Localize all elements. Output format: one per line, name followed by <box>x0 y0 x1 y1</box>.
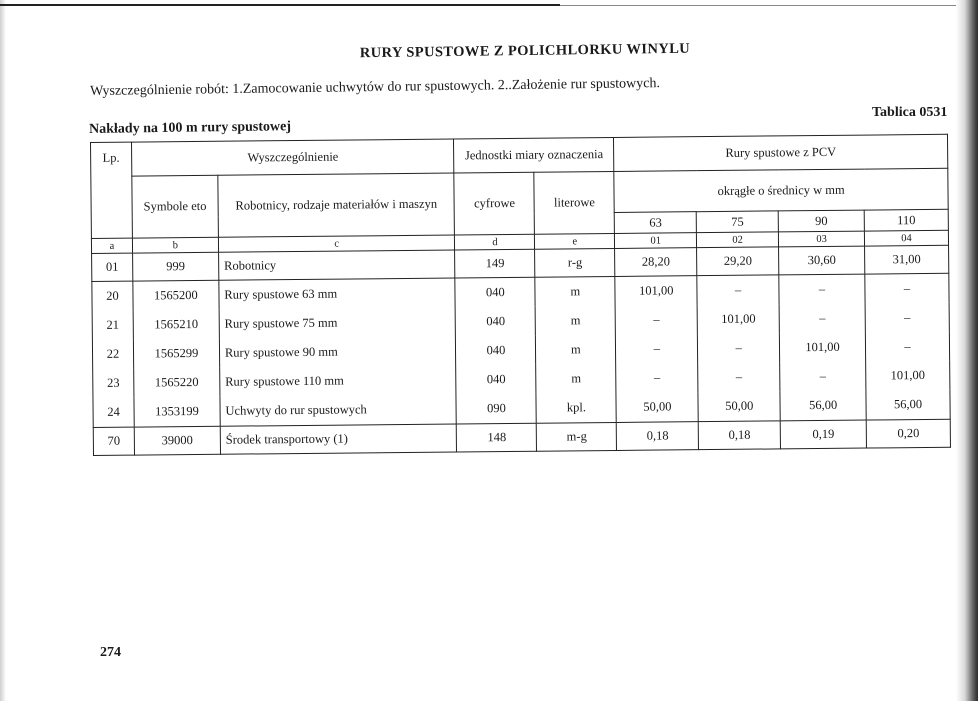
cell-v63: 50,00 <box>616 392 698 422</box>
cell-v90: – <box>779 274 865 304</box>
cell-cyfrowe: 040 <box>456 307 536 337</box>
cell-symbol: 1565220 <box>134 368 220 398</box>
cell-v63: – <box>616 363 698 393</box>
cell-literowe: m-g <box>537 422 617 451</box>
page-title: RURY SPUSTOWE Z POLICHLORKU WINYLU <box>359 40 691 62</box>
norms-table <box>90 134 951 456</box>
header-cyfrowe: cyfrowe <box>454 172 535 235</box>
header-wyszczegolnienie: Wyszczególnienie <box>131 139 454 176</box>
page-left-edge <box>0 0 6 701</box>
cell-v90: 56,00 <box>780 391 866 421</box>
header-robotnicy-rodzaje: Robotnicy, rodzaje materiałów i maszyn <box>218 173 455 237</box>
cell-cyfrowe: 090 <box>456 394 536 424</box>
col-letter: 04 <box>864 230 948 246</box>
table-subtitle: Nakłady na 100 m rury spustowej <box>89 119 292 137</box>
cell-v75: 29,20 <box>697 247 779 276</box>
cell-lp: 21 <box>92 311 133 340</box>
header-d63: 63 <box>615 212 697 234</box>
cell-v110: 0,20 <box>866 419 950 448</box>
page-binding-shadow <box>956 0 978 701</box>
cell-v90: – <box>779 304 865 334</box>
cell-v90: 101,00 <box>780 333 866 363</box>
cell-literowe: r-g <box>535 248 615 277</box>
cell-v63: – <box>615 305 697 335</box>
cell-name: Rury spustowe 75 mm <box>219 307 456 338</box>
cell-literowe: kpl. <box>536 393 616 423</box>
cell-name: Uchwyty do rur spustowych <box>220 394 457 426</box>
cell-lp: 01 <box>92 253 133 281</box>
header-literowe: literowe <box>534 171 615 234</box>
cell-symbol: 1565299 <box>133 339 219 369</box>
cell-lp: 70 <box>93 427 134 455</box>
cell-name: Środek transportowy (1) <box>220 424 457 454</box>
cell-name: Rury spustowe 90 mm <box>219 336 456 367</box>
cell-v90: 0,19 <box>780 420 866 449</box>
cell-cyfrowe: 040 <box>455 277 535 307</box>
cell-symbol: 999 <box>133 252 219 281</box>
cell-v63: 0,18 <box>617 422 699 451</box>
cell-literowe: m <box>535 276 615 306</box>
header-okragle: okrągłe o średnicy w mm <box>614 168 948 212</box>
col-letter: 03 <box>779 231 865 247</box>
cell-v75: 0,18 <box>698 421 780 450</box>
cell-v75: 50,00 <box>698 391 780 421</box>
cell-cyfrowe: 040 <box>456 336 536 366</box>
works-description: Wyszczególnienie robót: 1.Zamocowanie uchwytów do rur spustowych. 2..Założenie rur spustowych. <box>90 76 661 99</box>
table-number: Tablica 0531 <box>872 105 948 120</box>
cell-v110: 56,00 <box>866 390 950 420</box>
col-letter: b <box>132 237 218 253</box>
header-d90: 90 <box>778 210 864 232</box>
cell-v63: – <box>616 334 698 364</box>
cell-name: Robotnicy <box>218 250 455 280</box>
col-letter: 02 <box>697 232 779 248</box>
header-d75: 75 <box>696 211 778 233</box>
cell-v110: – <box>865 273 949 303</box>
page-number: 274 <box>100 645 121 660</box>
cell-cyfrowe: 149 <box>455 249 535 278</box>
cell-v90: 30,60 <box>779 246 865 275</box>
cell-symbol: 1565200 <box>133 280 219 310</box>
cell-v63: 101,00 <box>615 276 697 306</box>
header-symbole-eto: Symbole eto <box>132 175 219 238</box>
cell-cyfrowe: 040 <box>456 365 536 395</box>
cell-v75: – <box>698 362 780 392</box>
header-d110: 110 <box>864 209 948 231</box>
col-letter: a <box>91 238 132 253</box>
cell-literowe: m <box>536 335 616 365</box>
cell-cyfrowe: 148 <box>457 423 537 452</box>
cell-lp: 20 <box>92 281 133 311</box>
cell-literowe: m <box>536 306 616 336</box>
cell-v63: 28,20 <box>615 248 697 277</box>
cell-v110: – <box>865 303 949 333</box>
cell-lp: 24 <box>93 398 134 428</box>
cell-symbol: 39000 <box>134 426 220 455</box>
cell-name: Rury spustowe 110 mm <box>220 365 457 396</box>
cell-v110: – <box>865 332 949 362</box>
header-rury-pcv: Rury spustowe z PCV <box>614 134 948 171</box>
cell-v110: 31,00 <box>865 245 949 274</box>
cell-name: Rury spustowe 63 mm <box>219 278 456 310</box>
cell-symbol: 1565210 <box>133 310 219 340</box>
top-rule-right <box>560 5 960 6</box>
col-letter: e <box>535 233 615 249</box>
cell-lp: 23 <box>93 369 134 398</box>
col-letter: d <box>455 234 535 250</box>
cell-v110: 101,00 <box>866 361 950 391</box>
top-rule <box>0 4 560 6</box>
header-jednostki: Jednostki miary oznaczenia <box>454 137 614 173</box>
header-lp: Lp. <box>91 142 133 238</box>
cell-v75: 101,00 <box>697 304 779 334</box>
col-letter: c <box>218 235 455 252</box>
norms-table-wrapper <box>90 134 951 456</box>
cell-symbol: 1353199 <box>134 397 220 427</box>
cell-v75: – <box>698 333 780 363</box>
col-letter: 01 <box>615 233 697 249</box>
cell-v90: – <box>780 362 866 392</box>
cell-lp: 22 <box>92 340 133 369</box>
cell-v75: – <box>697 275 779 305</box>
cell-literowe: m <box>536 364 616 394</box>
